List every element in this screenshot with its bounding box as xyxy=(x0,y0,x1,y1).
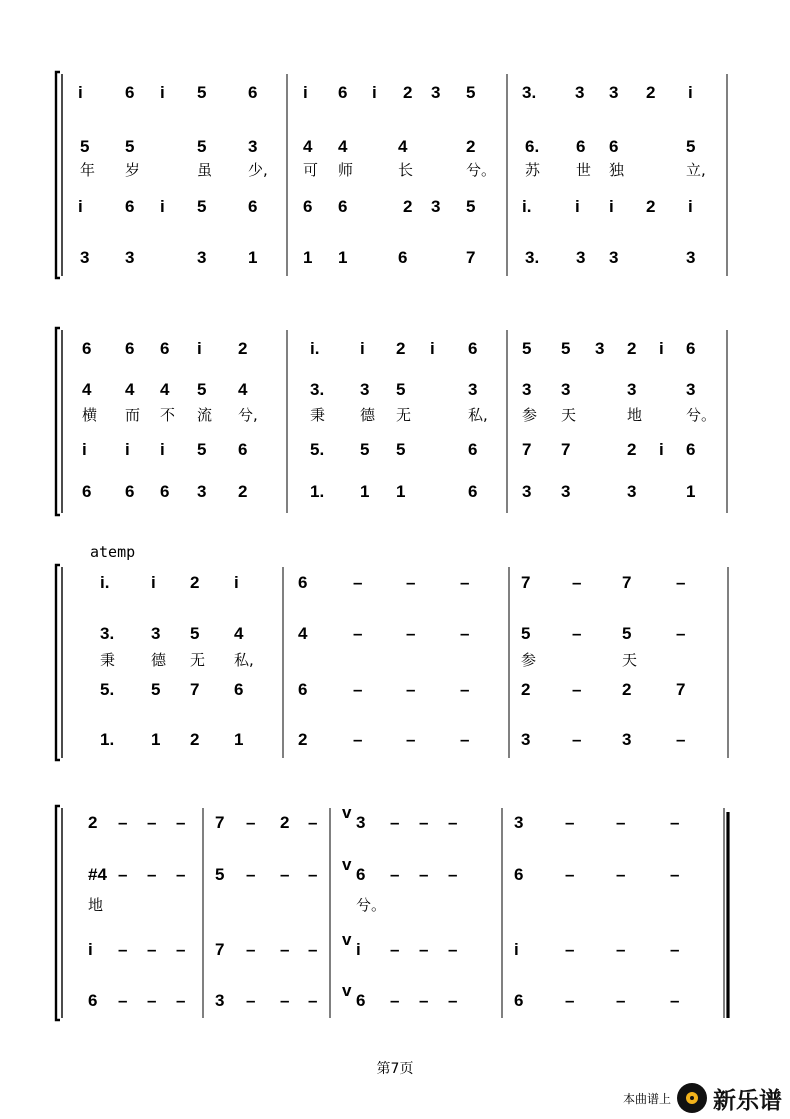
note: i xyxy=(78,83,83,102)
system-bracket xyxy=(56,565,60,760)
dash-extension: – xyxy=(246,865,256,884)
note: 5 xyxy=(561,339,571,358)
dash-extension: – xyxy=(670,813,680,832)
note: 6 xyxy=(238,440,248,459)
note: 3 xyxy=(561,482,571,501)
note: 5 xyxy=(197,197,207,216)
note: 6 xyxy=(160,339,170,358)
note: i xyxy=(160,197,165,216)
note: 1 xyxy=(396,482,406,501)
system-bracket xyxy=(56,806,60,1020)
dash-extension: – xyxy=(406,680,416,699)
dash-extension: – xyxy=(460,624,470,643)
lyric-syllable: 德 xyxy=(151,651,167,669)
note: 4 xyxy=(234,624,244,643)
note: 2 xyxy=(238,482,248,501)
note: 3 xyxy=(595,339,605,358)
note: 6 xyxy=(248,197,258,216)
brand-note: 本曲谱上 xyxy=(622,1091,671,1106)
dash-extension: – xyxy=(565,865,575,884)
note: 6 xyxy=(468,339,478,358)
note: 4 xyxy=(338,137,348,156)
note: 4 xyxy=(298,624,308,643)
dash-extension: – xyxy=(246,940,256,959)
note: 3 xyxy=(151,624,161,643)
note: 3 xyxy=(125,248,135,267)
note: 6 xyxy=(686,440,696,459)
note: 3 xyxy=(521,730,531,749)
note: i xyxy=(609,197,614,216)
note: 6 xyxy=(338,83,348,102)
dash-extension: – xyxy=(353,730,363,749)
lyric-syllable: 天 xyxy=(622,651,638,669)
note: i xyxy=(430,339,435,358)
note: 1 xyxy=(303,248,313,267)
note: i xyxy=(151,573,156,592)
note: 2 xyxy=(466,137,476,156)
system-bracket xyxy=(56,72,60,278)
note: 2 xyxy=(190,573,200,592)
note: 5 xyxy=(215,865,225,884)
note: 4 xyxy=(125,380,135,399)
note: 3 xyxy=(627,380,637,399)
dash-extension: – xyxy=(676,573,686,592)
breath-mark: v xyxy=(342,803,352,822)
note: 5 xyxy=(622,624,632,643)
note: 6 xyxy=(125,83,135,102)
note: 2 xyxy=(238,339,248,358)
note: 5 xyxy=(466,197,476,216)
note: 6 xyxy=(234,680,244,699)
note: i. xyxy=(310,339,320,358)
note: 3 xyxy=(609,248,619,267)
note: 5 xyxy=(360,440,370,459)
dash-extension: – xyxy=(616,813,626,832)
note: 3 xyxy=(576,248,586,267)
lyric-syllable: 立, xyxy=(686,161,706,179)
lyric-syllable: 不 xyxy=(160,406,176,424)
lyric-syllable: 兮。 xyxy=(356,896,387,914)
note: i xyxy=(125,440,130,459)
note: 4 xyxy=(160,380,170,399)
note: 3 xyxy=(356,813,366,832)
dash-extension: – xyxy=(390,813,400,832)
note: 7 xyxy=(622,573,632,592)
note: 3. xyxy=(100,624,115,643)
dash-extension: – xyxy=(390,991,400,1010)
note: i xyxy=(688,197,693,216)
dash-extension: – xyxy=(147,940,157,959)
note: 1 xyxy=(151,730,161,749)
dash-extension: – xyxy=(676,730,686,749)
note: 1 xyxy=(686,482,696,501)
note: i xyxy=(78,197,83,216)
note: 1 xyxy=(248,248,258,267)
lyric-syllable: 无 xyxy=(190,651,206,669)
note: 3 xyxy=(197,482,207,501)
note: i xyxy=(659,440,664,459)
tempo-marking: atemp xyxy=(90,543,136,561)
dash-extension: – xyxy=(448,813,458,832)
lyric-syllable: 兮。 xyxy=(686,406,717,424)
note: i xyxy=(372,83,377,102)
dash-extension: – xyxy=(147,865,157,884)
dash-extension: – xyxy=(419,813,429,832)
note: i xyxy=(88,940,93,959)
note: 3 xyxy=(575,83,585,102)
dash-extension: – xyxy=(419,991,429,1010)
dash-extension: – xyxy=(565,991,575,1010)
note: 2 xyxy=(646,83,656,102)
note: i xyxy=(360,339,365,358)
dash-extension: – xyxy=(572,573,582,592)
dash-extension: – xyxy=(118,865,128,884)
lyric-syllable: 世 xyxy=(576,161,592,179)
dash-extension: – xyxy=(572,730,582,749)
vinyl-record-icon xyxy=(677,1083,707,1113)
dash-extension: – xyxy=(460,573,470,592)
note: 4 xyxy=(303,137,313,156)
brand-name: 新乐谱 xyxy=(713,1087,782,1114)
lyric-syllable: 秉 xyxy=(100,651,116,669)
dash-extension: – xyxy=(147,813,157,832)
note: i xyxy=(356,940,361,959)
lyric-syllable: 岁 xyxy=(125,161,141,179)
dash-extension: – xyxy=(460,680,470,699)
dash-extension: – xyxy=(406,624,416,643)
note: 2 xyxy=(403,197,413,216)
note: 6 xyxy=(338,197,348,216)
note: 3 xyxy=(431,83,441,102)
note: 5 xyxy=(80,137,90,156)
note: 3 xyxy=(215,991,225,1010)
note: #4 xyxy=(88,865,107,884)
lyric-syllable: 私, xyxy=(234,651,254,669)
lyric-syllable: 少, xyxy=(248,161,268,179)
lyric-syllable: 德 xyxy=(360,406,376,424)
dash-extension: – xyxy=(176,991,186,1010)
notes-layer xyxy=(78,83,716,1010)
note: 6 xyxy=(609,137,619,156)
note: 3 xyxy=(522,482,532,501)
note: 4 xyxy=(238,380,248,399)
note: 3. xyxy=(525,248,540,267)
note: 3 xyxy=(360,380,370,399)
dash-extension: – xyxy=(419,865,429,884)
lyric-syllable: 年 xyxy=(80,161,96,179)
lyric-syllable: 地 xyxy=(627,406,643,424)
note: i xyxy=(303,83,308,102)
brand-footer[interactable] xyxy=(623,1080,782,1116)
note: 6 xyxy=(298,680,308,699)
dash-extension: – xyxy=(616,991,626,1010)
system-bracket xyxy=(56,328,60,515)
note: 3 xyxy=(468,380,478,399)
note: i. xyxy=(522,197,532,216)
note: 3 xyxy=(197,248,207,267)
note: 3 xyxy=(514,813,524,832)
dash-extension: – xyxy=(308,865,318,884)
lyric-syllable: 苏 xyxy=(525,161,541,179)
note: 6. xyxy=(525,137,540,156)
note: 2 xyxy=(88,813,98,832)
note: 6 xyxy=(468,440,478,459)
dash-extension: – xyxy=(280,865,290,884)
lyric-syllable: 独 xyxy=(609,161,625,179)
dash-extension: – xyxy=(308,940,318,959)
lyric-syllable: 天 xyxy=(561,406,577,424)
note: 1. xyxy=(310,482,325,501)
dash-extension: – xyxy=(670,865,680,884)
note: 2 xyxy=(622,680,632,699)
note: 7 xyxy=(215,940,225,959)
dash-extension: – xyxy=(353,573,363,592)
note: i xyxy=(659,339,664,358)
dash-extension: – xyxy=(176,865,186,884)
note: 3 xyxy=(522,380,532,399)
note: 1 xyxy=(234,730,244,749)
note: 4 xyxy=(82,380,92,399)
dash-extension: – xyxy=(176,940,186,959)
note: 3 xyxy=(686,380,696,399)
note: 5 xyxy=(522,339,532,358)
note: i xyxy=(575,197,580,216)
note: 5 xyxy=(197,440,207,459)
note: 5. xyxy=(100,680,115,699)
dash-extension: – xyxy=(176,813,186,832)
note: 3 xyxy=(627,482,637,501)
note: 5 xyxy=(197,83,207,102)
note: i xyxy=(197,339,202,358)
note: 5 xyxy=(466,83,476,102)
note: 5 xyxy=(396,440,406,459)
breath-mark: v xyxy=(342,981,352,1000)
note: 6 xyxy=(248,83,258,102)
dash-extension: – xyxy=(406,730,416,749)
note: 3 xyxy=(561,380,571,399)
dash-extension: – xyxy=(118,991,128,1010)
dash-extension: – xyxy=(419,940,429,959)
note: 6 xyxy=(125,482,135,501)
breath-mark: v xyxy=(342,930,352,949)
note: i xyxy=(160,440,165,459)
lyric-syllable: 长 xyxy=(398,161,414,179)
note: 6 xyxy=(303,197,313,216)
lyric-syllable: 私, xyxy=(468,406,488,424)
dash-extension: – xyxy=(280,940,290,959)
note: 5 xyxy=(686,137,696,156)
lyric-syllable: 参 xyxy=(521,651,537,669)
note: 7 xyxy=(561,440,571,459)
note: 3. xyxy=(522,83,537,102)
note: 3 xyxy=(622,730,632,749)
dash-extension: – xyxy=(406,573,416,592)
note: 7 xyxy=(521,573,531,592)
note: 4 xyxy=(398,137,408,156)
note: 2 xyxy=(396,339,406,358)
note: 2 xyxy=(298,730,308,749)
note: 6 xyxy=(356,991,366,1010)
dash-extension: – xyxy=(308,991,318,1010)
lyric-syllable: 流 xyxy=(197,406,213,424)
note: i xyxy=(234,573,239,592)
dash-extension: – xyxy=(118,813,128,832)
note: 6 xyxy=(514,865,524,884)
dash-extension: – xyxy=(390,940,400,959)
note: 5 xyxy=(197,137,207,156)
dash-extension: – xyxy=(147,991,157,1010)
dash-extension: – xyxy=(670,991,680,1010)
dash-extension: – xyxy=(280,991,290,1010)
dash-extension: – xyxy=(448,991,458,1010)
note: 7 xyxy=(676,680,686,699)
note: 5. xyxy=(310,440,325,459)
note: 6 xyxy=(356,865,366,884)
page-number: 第7页 xyxy=(376,1061,414,1077)
note: 6 xyxy=(686,339,696,358)
note: i xyxy=(82,440,87,459)
note: 1. xyxy=(100,730,115,749)
note: 3 xyxy=(80,248,90,267)
dash-extension: – xyxy=(246,991,256,1010)
note: 3 xyxy=(248,137,258,156)
dash-extension: – xyxy=(353,624,363,643)
note: 5 xyxy=(151,680,161,699)
lyric-syllable: 师 xyxy=(338,161,354,179)
dash-extension: – xyxy=(353,680,363,699)
note: 6 xyxy=(125,339,135,358)
note: 6 xyxy=(82,339,92,358)
dash-extension: – xyxy=(676,624,686,643)
note: 6 xyxy=(88,991,98,1010)
dash-extension: – xyxy=(118,940,128,959)
lyric-syllable: 兮, xyxy=(238,406,258,424)
note: 7 xyxy=(522,440,532,459)
dash-extension: – xyxy=(616,865,626,884)
lyric-syllable: 地 xyxy=(88,896,104,914)
note: i xyxy=(688,83,693,102)
dash-extension: – xyxy=(448,940,458,959)
note: 1 xyxy=(338,248,348,267)
note: 1 xyxy=(360,482,370,501)
note: 2 xyxy=(190,730,200,749)
note: 2 xyxy=(627,339,637,358)
note: i xyxy=(514,940,519,959)
breath-mark: v xyxy=(342,855,352,874)
note: 2 xyxy=(521,680,531,699)
note: 6 xyxy=(398,248,408,267)
note: 5 xyxy=(125,137,135,156)
lyric-syllable: 兮。 xyxy=(466,161,497,179)
dash-extension: – xyxy=(616,940,626,959)
note: 5 xyxy=(521,624,531,643)
dash-extension: – xyxy=(246,813,256,832)
note: 6 xyxy=(298,573,308,592)
note: 3 xyxy=(686,248,696,267)
note: i. xyxy=(100,573,110,592)
note: 6 xyxy=(514,991,524,1010)
dash-extension: – xyxy=(390,865,400,884)
lyric-syllable: 而 xyxy=(125,406,141,424)
dash-extension: – xyxy=(460,730,470,749)
dash-extension: – xyxy=(565,813,575,832)
note: 7 xyxy=(215,813,225,832)
note: 5 xyxy=(190,624,200,643)
note: 6 xyxy=(125,197,135,216)
note: 6 xyxy=(468,482,478,501)
lyric-syllable: 无 xyxy=(396,406,412,424)
note: 2 xyxy=(627,440,637,459)
note: i xyxy=(160,83,165,102)
dash-extension: – xyxy=(572,680,582,699)
lyric-syllable: 秉 xyxy=(310,406,326,424)
note: 7 xyxy=(466,248,476,267)
dash-extension: – xyxy=(572,624,582,643)
note: 3 xyxy=(609,83,619,102)
note: 3 xyxy=(431,197,441,216)
note: 6 xyxy=(576,137,586,156)
dash-extension: – xyxy=(308,813,318,832)
note: 5 xyxy=(197,380,207,399)
note: 2 xyxy=(646,197,656,216)
note: 5 xyxy=(396,380,406,399)
lyric-syllable: 可 xyxy=(303,161,319,179)
note: 2 xyxy=(403,83,413,102)
dash-extension: – xyxy=(448,865,458,884)
note: 6 xyxy=(82,482,92,501)
note: 2 xyxy=(280,813,290,832)
note: 3. xyxy=(310,380,325,399)
note: 6 xyxy=(160,482,170,501)
dash-extension: – xyxy=(565,940,575,959)
lyric-syllable: 虽 xyxy=(197,161,213,179)
lyric-syllable: 横 xyxy=(82,406,98,424)
lyric-syllable: 参 xyxy=(522,406,538,424)
note: 7 xyxy=(190,680,200,699)
dash-extension: – xyxy=(670,940,680,959)
